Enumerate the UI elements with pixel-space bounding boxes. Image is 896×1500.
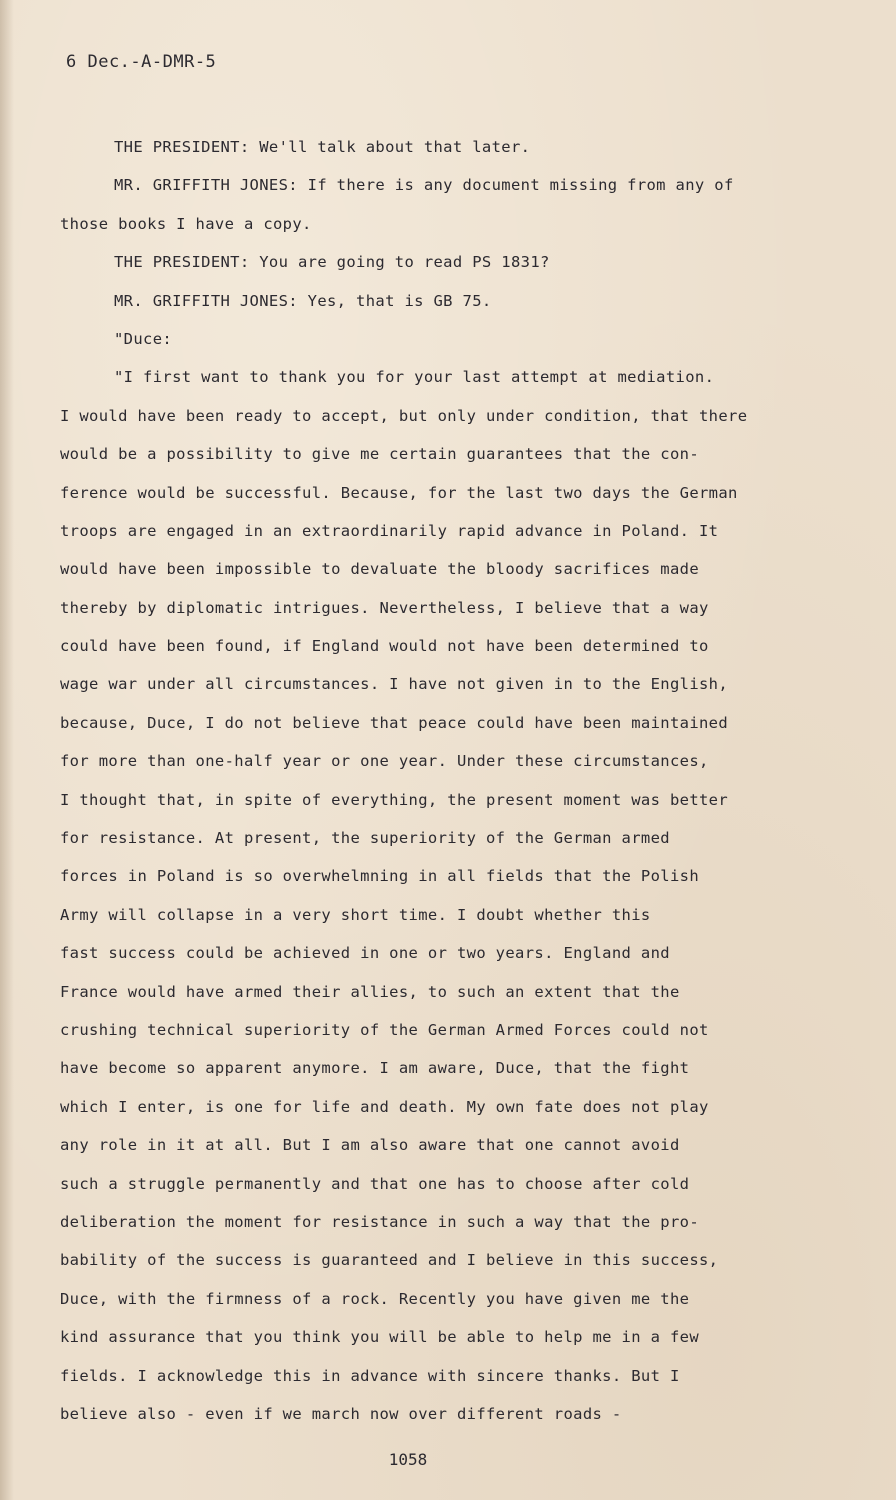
text-line: have become so apparent anymore. I am aware, Duce, that the fight — [60, 1059, 690, 1078]
text-line: I thought that, in spite of everything, the present moment was better — [60, 790, 729, 809]
text-line: bability of the success is guaranteed and I believe in this success, — [60, 1251, 719, 1270]
text-line: forces in Poland is so overwhelmning in all fields that the Polish — [60, 867, 699, 886]
text-line: any role in it at all. But I am also aware that one cannot avoid — [60, 1136, 680, 1155]
text-line: MR. GRIFFITH JONES: If there is any document missing from any of — [114, 176, 734, 195]
text-line: kind assurance that you think you will be able to help me in a few — [60, 1328, 699, 1347]
text-line: "I first want to thank you for your last attempt at mediation. — [114, 368, 715, 387]
text-line: crushing technical superiority of the German Armed Forces could not — [60, 1020, 709, 1039]
page-number: 1058 — [388, 1450, 428, 1469]
text-line: thereby by diplomatic intrigues. Nevertheless, I believe that a way — [60, 598, 709, 617]
text-line: could have been found, if England would not have been determined to — [60, 637, 709, 656]
text-line: wage war under all circumstances. I have not given in to the English, — [60, 675, 729, 694]
text-line: I would have been ready to accept, but only under condition, that there — [60, 406, 748, 425]
text-line: deliberation the moment for resistance in such a way that the pro- — [60, 1212, 699, 1231]
text-line: THE PRESIDENT: We'll talk about that later. — [114, 138, 531, 156]
text-line: France would have armed their allies, to such an extent that the — [60, 982, 680, 1001]
text-line: Duce, with the firmness of a rock. Recently you have given me the — [60, 1289, 690, 1308]
transcript-body — [60, 128, 780, 1433]
text-line: troops are engaged in an extraordinarily rapid advance in Poland. It — [60, 521, 719, 540]
text-line: THE PRESIDENT: You are going to read PS 1831? — [114, 253, 550, 272]
text-line: "Duce: — [114, 329, 173, 348]
text-line: Army will collapse in a very short time. I doubt whether this — [60, 905, 651, 924]
text-line: fast success could be achieved in one or two years. England and — [60, 944, 670, 963]
text-line: for resistance. At present, the superiority of the German armed — [60, 829, 670, 848]
text-line: would be a possibility to give me certain guarantees that the con- — [60, 445, 699, 464]
text-line: because, Duce, I do not believe that peace could have been maintained — [60, 713, 729, 732]
text-line: ference would be successful. Because, for the last two days the German — [60, 483, 738, 502]
text-line: MR. GRIFFITH JONES: Yes, that is GB 75. — [114, 291, 492, 310]
text-line: believe also - even if we march now over different roads - — [60, 1404, 622, 1423]
text-line: would have been impossible to devaluate the bloody sacrifices made — [60, 560, 699, 579]
document-id: 6 Dec.-A-DMR-5 — [66, 52, 217, 72]
text-line: such a struggle permanently and that one has to choose after cold — [60, 1174, 690, 1193]
text-line: which I enter, is one for life and death. My own fate does not play — [60, 1097, 709, 1116]
text-line: for more than one-half year or one year. Under these circumstances, — [60, 752, 709, 771]
torn-left-edge — [0, 0, 14, 1500]
text-line: fields. I acknowledge this in advance with sincere thanks. But I — [60, 1366, 680, 1385]
text-line: those books I have a copy. — [60, 214, 312, 233]
